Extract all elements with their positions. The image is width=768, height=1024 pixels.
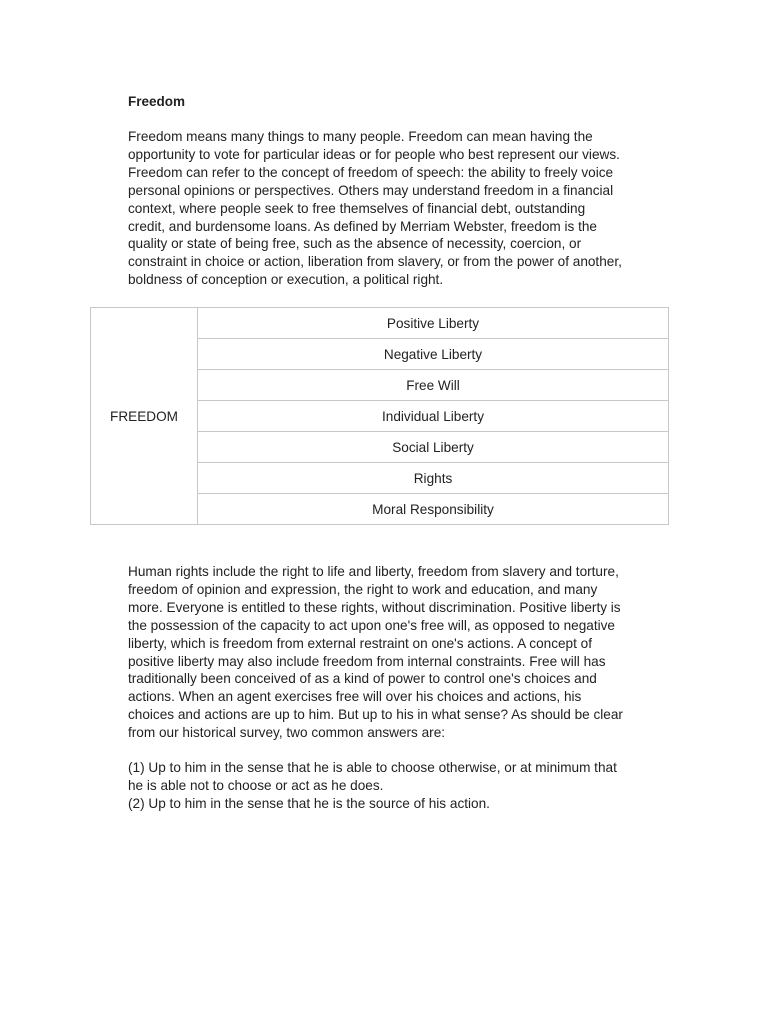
page-title: Freedom — [128, 94, 186, 109]
table-item-social-liberty: Social Liberty — [198, 432, 669, 463]
freedom-concepts-table — [90, 307, 669, 525]
table-item-positive-liberty: Positive Liberty — [198, 308, 669, 339]
table-item-moral-responsibility: Moral Responsibility — [198, 494, 669, 525]
table-item-free-will: Free Will — [198, 370, 669, 401]
table-row — [91, 308, 669, 339]
answers-paragraph: (1) Up to him in the sense that he is able to choose otherwise, or at minimum that he is able not to choose or act as he does. (2) Up to him in the sense that he is the source of his action. — [128, 760, 617, 811]
intro-paragraph: Freedom means many things to many people. Freedom can mean having the opportunity to vote for particular ideas or for people who best represent our views. Freedom can refer to the concept of freedom of speech: the ability to freely voice personal opinions or perspectives. Others may understand freedom in a financial context, where people seek to free themselves of financial debt, outstanding credit, and burdensome loans. As defined by Merriam Webster, freedom is the quality or state of being free, such as the absence of necessity, coercion, or constraint in choice or action, liberation from slavery, or from the power of another, boldness of conception or execution, a political right. — [128, 129, 622, 288]
table-item-individual-liberty: Individual Liberty — [198, 401, 669, 432]
human-rights-paragraph: Human rights include the right to life and liberty, freedom from slavery and torture, freedom of opinion and expression, the right to work and education, and many more. Everyone is entitled to these rights, without discrimination. Positive liberty is the possession of the capacity to act upon one's free will, as opposed to negative liberty, which is freedom from external restraint on one's actions. A concept of positive liberty may also include freedom from internal constraints. Free will has traditionally been conceived of as a kind of power to control one's choices and actions. When an agent exercises free will over his choices and actions, his choices and actions are up to him. But up to his in what sense? As should be clear from our historical survey, two common answers are: — [128, 564, 623, 741]
table-item-rights: Rights — [198, 463, 669, 494]
table-item-negative-liberty: Negative Liberty — [198, 339, 669, 370]
table-main-label: FREEDOM — [91, 308, 198, 525]
